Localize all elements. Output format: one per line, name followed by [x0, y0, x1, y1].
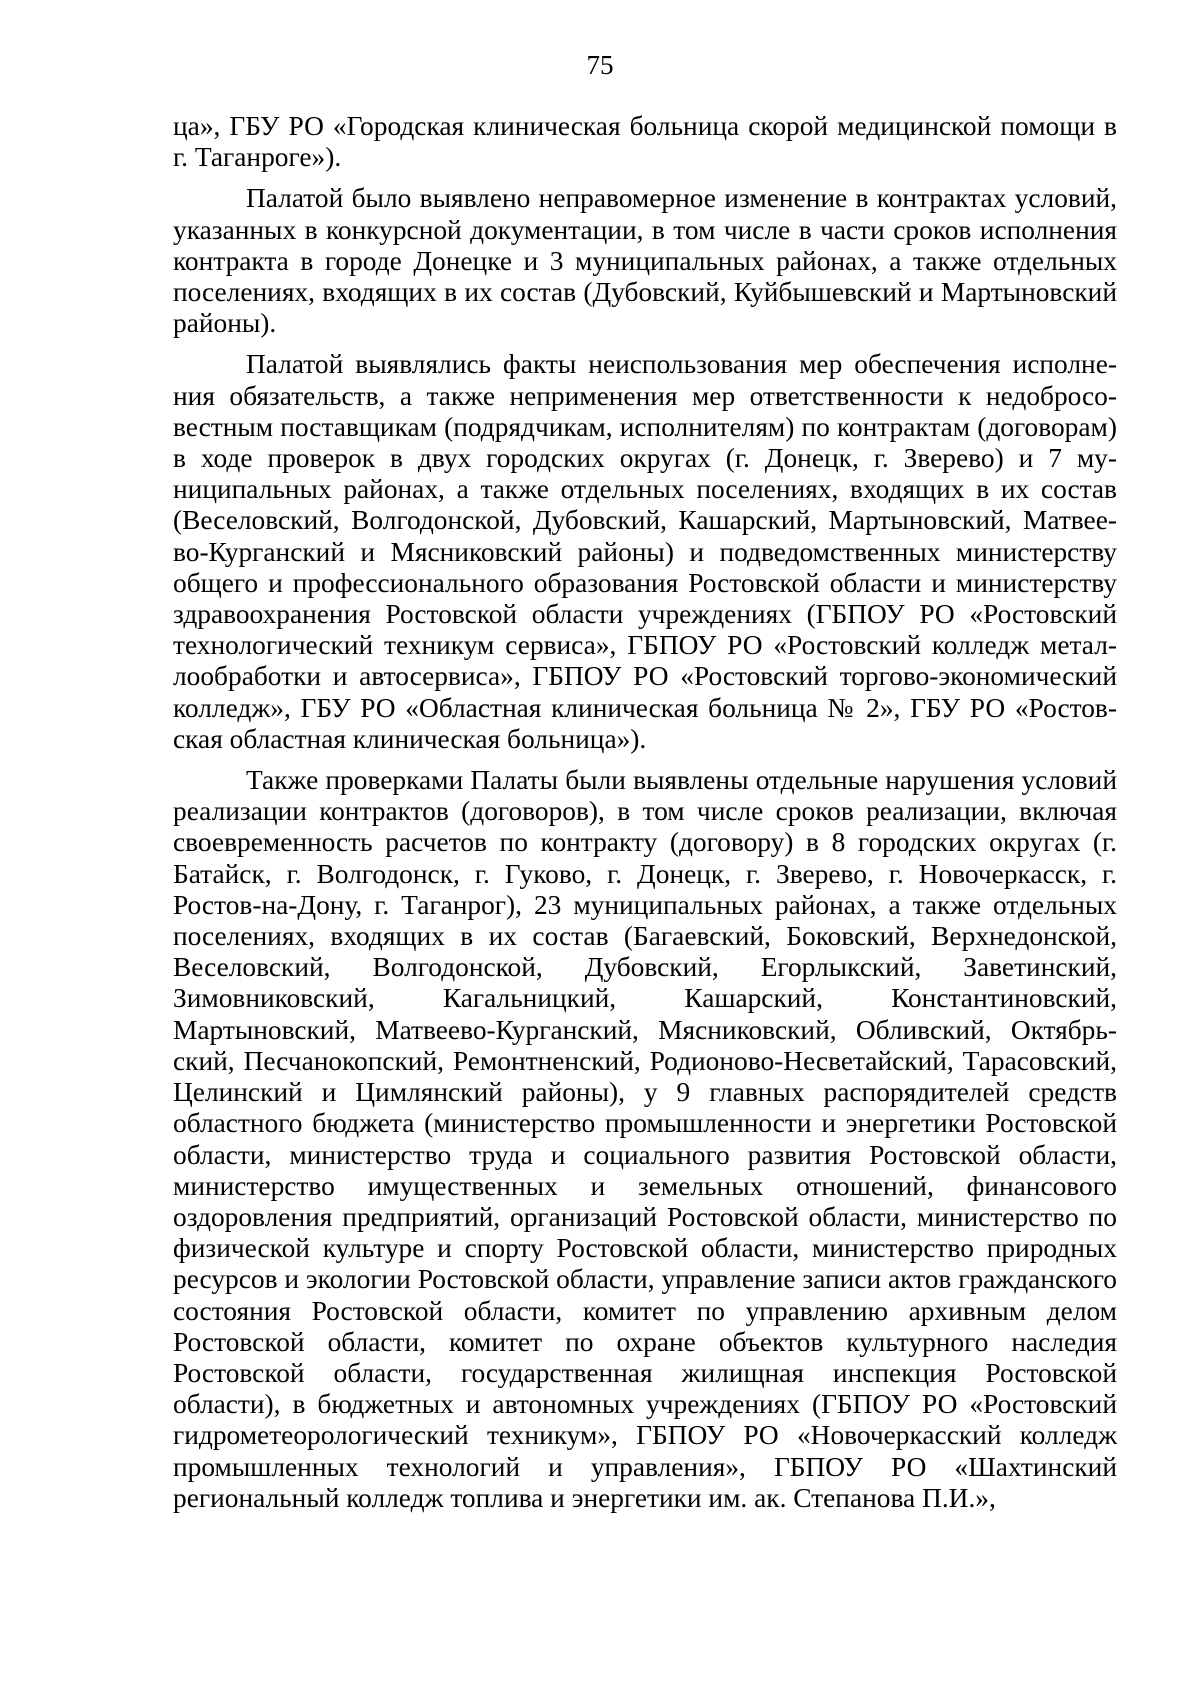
- document-body: [173, 111, 1117, 1514]
- paragraph-security-measures: Палатой выявлялись факты неиспользования мер обеспечения исполнения обязательств, а также неприменения мер ответственности к недобросовестным поставщикам (подрядчикам, исполнителям) по контрактам (договорам) в ходе проверок в двух городских округах (г. Донецк, г. Зверево) и 7 муниципальных районах, а также отдельных поселениях, входящих в их состав (Веселовский, Волгодонской, Дубовский, Кашарский, Мартыновский, Матвеево-Курганский и Мясниковский районы) и подведомственных министерству общего и профессионального образования Ростовской области и министерству здравоохранения Ростовской области учреждениях (ГБПОУ РО «Ростовский технологический техникум сервиса», ГБПОУ РО «Ростовский колледж металлообработки и автосервиса», ГБПОУ РО «Ростовский торгово-экономический колледж», ГБУ РО «Областная клиническая больница № 2», ГБУ РО «Ростовская областная клиническая больница»).: [173, 349, 1117, 754]
- page-number: 75: [586, 50, 614, 80]
- paragraph-contract-changes: Палатой было выявлено неправомерное изменение в контрактах условий, указанных в конкурсной документации, в том числе в части сроков исполнения контракта в городе Донецке и 3 муниципальных районах, а также отдельных поселениях, входящих в их состав (Дубовский, Куйбышевский и Мартыновский районы).: [173, 183, 1117, 339]
- paragraph-continuation: ца», ГБУ РО «Городская клиническая больница скорой медицинской помощи в г. Таганроге»).: [173, 111, 1117, 173]
- paragraph-implementation-violations: Также проверками Палаты были выявлены отдельные нарушения условий реализации контрактов (договоров), в том числе сроков реализации, включая своевременность расчетов по контракту (договору) в 8 городских округах (г. Батайск, г. Волгодонск, г. Гуково, г. Донецк, г. Зверево, г. Новочеркасск, г. Ростов-на-Дону, г. Таганрог), 23 муниципальных районах, а также отдельных поселениях, входящих в их состав (Багаевский, Боковский, Верхнедонской, Веселовский, Волгодонской, Дубовский, Егорлыкский, Заветинский, Зимовниковский, Кагальницкий, Кашарский, Константиновский, Мартыновский, Матвеево-Курганский, Мясниковский, Обливский, Октябрьский, Песчанокопский, Ремонтненский, Родионово-Несветайский, Тарасовский, Целинский и Цимлянский районы), у 9 главных распорядителей средств областного бюджета (министерство промышленности и энергетики Ростовской области, министерство труда и социального развития Ростовской области, министерство имущественных и земельных отношений, финансового оздоровления предприятий, организаций Ростовской области, министерство по физической культуре и спорту Ростовской области, министерство природных ресурсов и экологии Ростовской области, управление записи актов гражданского состояния Ростовской области, комитет по управлению архивным делом Ростовской области, комитет по охране объектов культурного наследия Ростовской области, государственная жилищная инспекция Ростовской области), в бюджетных и автономных учреждениях (ГБПОУ РО «Ростовский гидрометеорологический техникум», ГБПОУ РО «Новочеркасский колледж промышленных технологий и управления», ГБПОУ РО «Шахтинский региональный колледж топлива и энергетики им. ак. Степанова П.И.»,: [173, 765, 1117, 1513]
